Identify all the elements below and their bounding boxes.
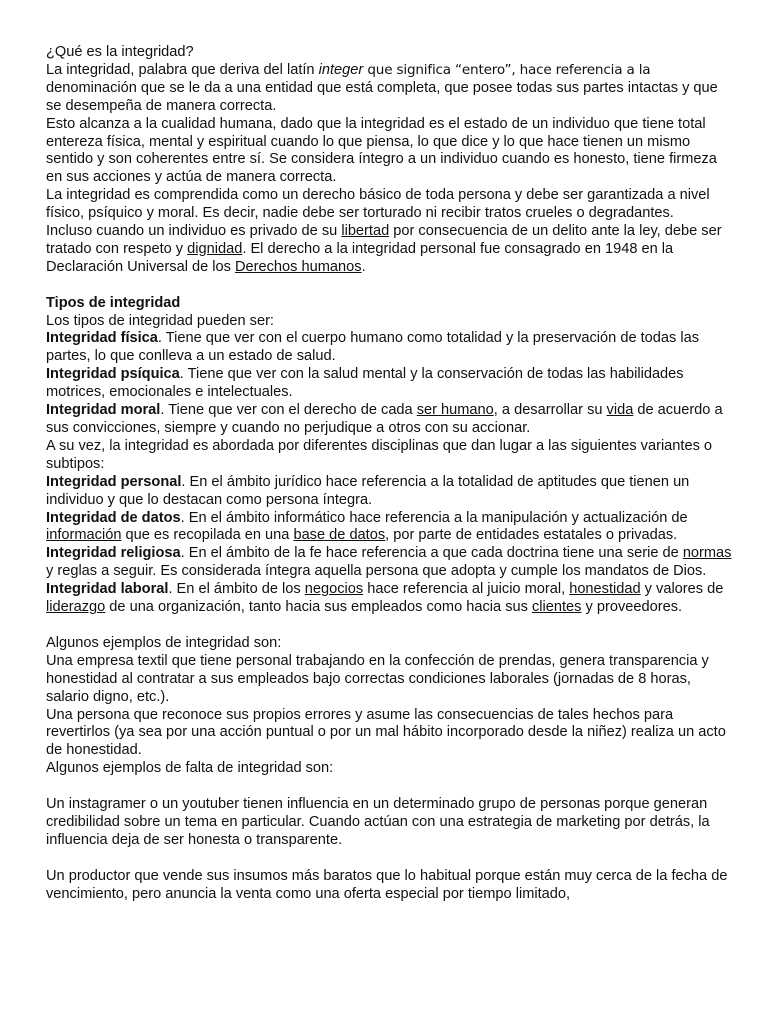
blank-line [46,778,736,796]
term-laboral: Integridad laboral [46,581,169,598]
basic-right-paragraph: La integridad es comprendida como un derecho básico de toda persona y debe ser garantizada a nivel físico, psíquico y moral. Es decir, nadie debe ser torturado ni recibir tratos crueles o degradantes. [46,187,710,222]
liberty-text-a: Incluso cuando un individuo es privado de su [46,223,342,240]
example-2: Una persona que reconoce sus propios errores y asume las consecuencias de tales hechos para revertirlos (ya sea por una acción puntual o por un mal hábito incorporado desde la niñez) realiza un acto de honestidad. [46,706,726,759]
datos-text-a: . En el ámbito informático hace referencia a la manipulación y actualización de [180,509,688,526]
latin-word: integer [318,61,364,78]
link-ser-humano[interactable]: ser humano [416,402,494,419]
term-psiquica: Integridad psíquica [46,366,180,383]
subtypes-intro: A su vez, la integridad es abordada por diferentes disciplinas que dan lugar a las siguientes variantes o subtipos: [46,437,713,472]
term-datos: Integridad de datos [46,509,181,526]
type-psiquica [46,366,736,402]
term-fisica: Integridad física [46,330,158,347]
liberty-text-d: . [361,258,366,275]
text-personal: . En el ámbito jurídico hace referencia a la totalidad de aptitudes que tienen un individuo y que lo destacan como persona íntegra. [46,473,690,508]
link-negocios[interactable]: negocios [304,581,364,598]
intro-text-c: denominación que se le da a una entidad que está completa, que posee todas sus partes intactas y que se desempeña de manera correcta. [46,79,718,114]
link-clientes[interactable]: clientes [531,599,582,616]
examples-heading: Algunos ejemplos de integridad son: [46,634,282,651]
laboral-text-e: y proveedores. [581,599,683,616]
non-example-2: Un productor que vende sus insumos más baratos que lo habitual porque están muy cerca de la fecha de vencimiento, pero anuncia la venta como una oferta especial por tiempo limitado, [46,867,728,902]
question-title: ¿Qué es la integridad? [46,44,194,60]
type-religiosa [46,545,736,581]
laboral-text-d: de una organización, tanto hacia sus empleados como hacia sus [105,599,532,616]
link-informacion[interactable]: información [46,527,122,544]
datos-text-b: que es recopilada en una [121,527,294,544]
liberty-text-b: por consecuencia de un delito ante la ley, debe ser tratado con respeto y [46,223,722,257]
link-derechos-humanos[interactable]: Derechos humanos [235,258,362,275]
link-honestidad[interactable]: honestidad [569,581,641,598]
religiosa-text-b: y reglas a seguir. Es considerada íntegra aquella persona que adopta y cumple los mandatos de Dios. [46,563,707,580]
types-heading: Tipos de integridad [46,294,181,311]
type-laboral [46,581,736,617]
type-datos [46,510,736,546]
example-1: Una empresa textil que tiene personal trabajando en la confección de prendas, genera transparencia y honestidad al contratar a sus empleados bajo correctas condiciones laborales (jornadas de 8 horas, salario digno, etc.). [46,652,709,705]
type-moral [46,402,736,438]
document-page [46,44,736,903]
types-intro: Los tipos de integridad pueden ser: [46,312,274,329]
link-libertad[interactable]: libertad [341,223,390,240]
blank-line [46,277,736,295]
intro-text-b: que significa “entero”, hace referencia a la [363,61,651,78]
non-examples-heading: Algunos ejemplos de falta de integridad son: [46,760,334,777]
link-base-de-datos[interactable]: base de datos [293,527,386,544]
type-fisica [46,330,736,366]
link-vida[interactable]: vida [606,402,634,419]
liberty-paragraph [46,223,736,277]
link-liderazgo[interactable]: liderazgo [46,599,106,616]
datos-text-c: , por parte de entidades estatales o privadas. [385,527,678,544]
type-personal [46,474,736,510]
intro-paragraph [46,62,736,116]
moral-text-a: . Tiene que ver con el derecho de cada [160,402,417,419]
religiosa-text-a: . En el ámbito de la fe hace referencia a que cada doctrina tiene una serie de [180,545,683,562]
laboral-text-c: y valores de [640,581,724,598]
text-fisica: . Tiene que ver con el cuerpo humano como totalidad y la preservación de todas las partes, lo que conlleva a un estado de salud. [46,330,700,365]
laboral-text-b: hace referencia al juicio moral, [363,581,570,598]
human-quality-paragraph: Esto alcanza a la cualidad humana, dado que la integridad es el estado de un individuo que tiene total entereza física, mental y espiritual cuando lo que piensa, lo que dice y lo que hace tienen un mismo sentido y son coherentes entre sí. Se considera íntegro a un individuo cuando es honesto, tiene firmeza en sus acciones y actúa de manera correcta. [46,115,717,186]
blank-line [46,850,736,868]
non-example-1: Un instagramer o un youtuber tienen influencia en un determinado grupo de personas porque generan credibilidad sobre un tema en particular. Cuando actúan con una estrategia de marketing por detrás, la influencia deja de ser honesta o transparente. [46,796,710,848]
term-religiosa: Integridad religiosa [46,545,181,562]
blank-line [46,617,736,635]
moral-text-c: de acuerdo a sus convicciones, siempre y cuando no perjudique a otros con su accionar. [46,402,723,437]
liberty-text-c: . El derecho a la integridad personal fue consagrado en 1948 en la Declaración Universal de los [46,240,674,275]
link-dignidad[interactable]: dignidad [187,240,243,257]
intro-text-a: La integridad, palabra que deriva del latín [46,61,319,78]
laboral-text-a: . En el ámbito de los [168,581,305,598]
text-psiquica: . Tiene que ver con la salud mental y la conservación de todas las habilidades motrices, emocionales e intelectuales. [46,366,684,401]
term-personal: Integridad personal [46,473,182,490]
term-moral: Integridad moral [46,402,161,419]
link-normas[interactable]: normas [682,545,732,562]
moral-text-b: , a desarrollar su [493,402,607,419]
